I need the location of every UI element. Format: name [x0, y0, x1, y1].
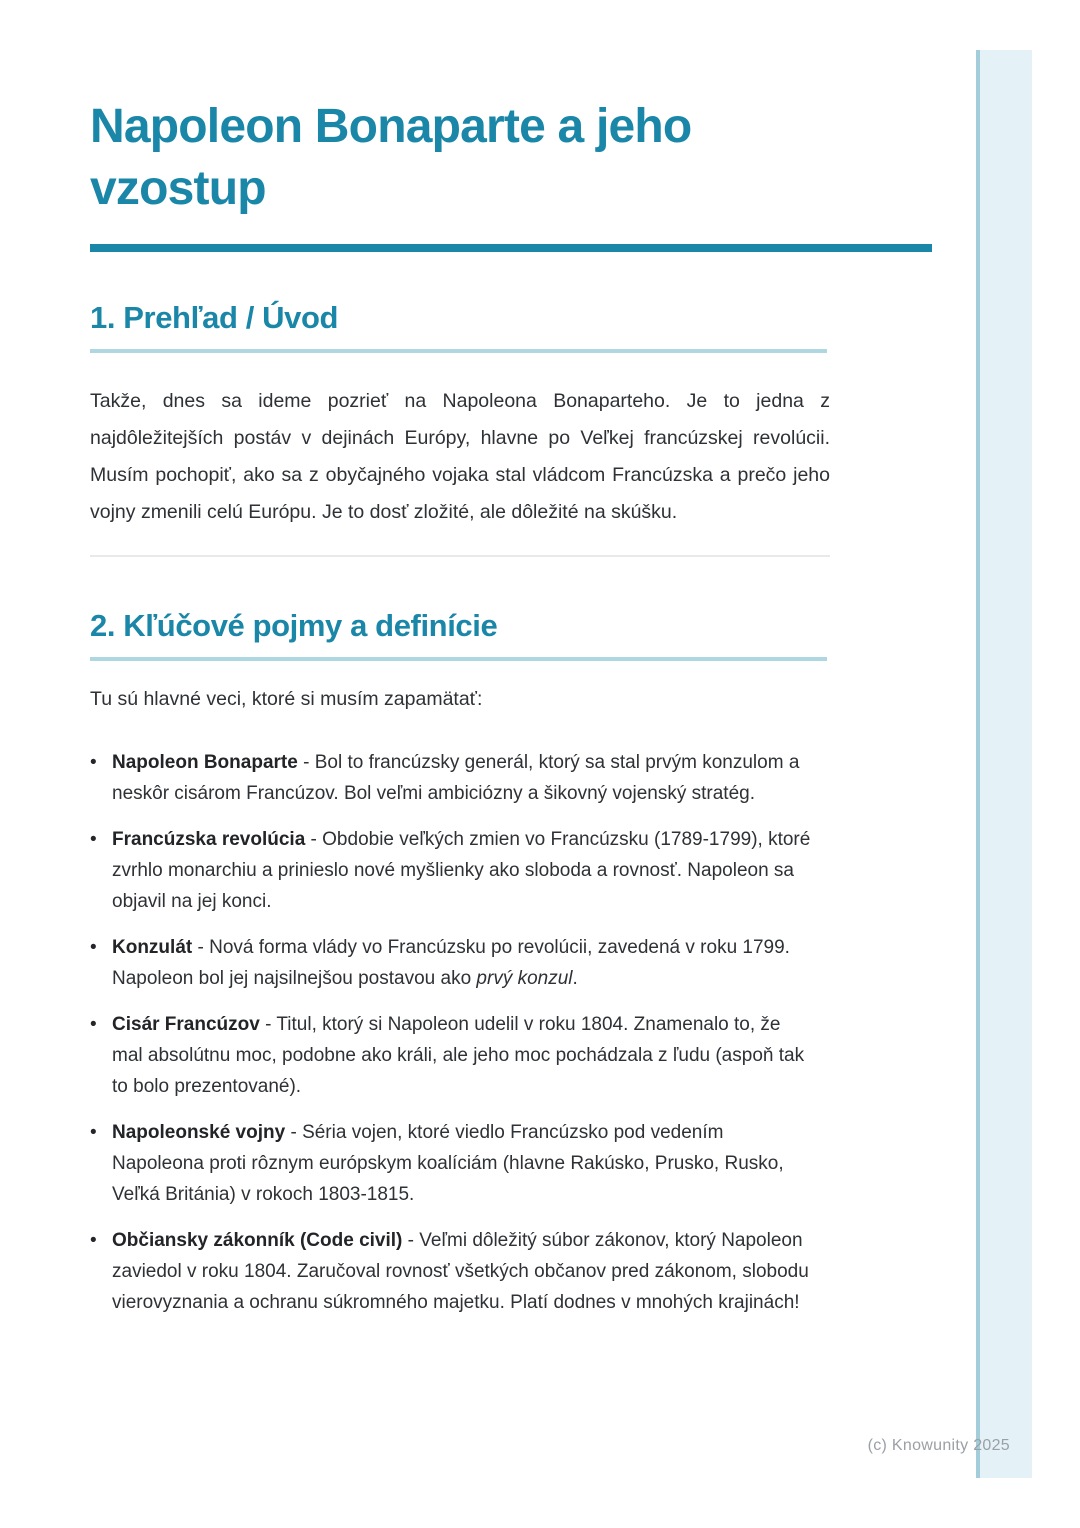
term-entry: [112, 747, 815, 809]
term-name: Konzulát: [112, 937, 193, 958]
bullet-icon: •: [90, 937, 97, 958]
bullet-icon: •: [90, 752, 97, 773]
term-entry: [112, 824, 815, 917]
term-name: Francúzska revolúcia: [112, 829, 306, 850]
bullet-icon: •: [90, 1122, 97, 1143]
list-item: [90, 1009, 830, 1102]
list-item: [90, 1117, 830, 1210]
section-divider: [90, 555, 830, 557]
bullet-icon: •: [90, 1230, 97, 1251]
term-separator: -: [297, 752, 315, 773]
term-definition: Obdobie veľkých zmien vo Francúzsku (1789-1799), ktoré zvrhlo monarchiu a prinieslo nové myšlienky ako sloboda a rovnosť. Napoleon sa objavil na jej konci.: [112, 829, 811, 912]
title-rule: [90, 244, 932, 252]
term-name: Cisár Francúzov: [112, 1014, 260, 1035]
document-content: [90, 0, 830, 1333]
heading-underline: [90, 349, 827, 353]
page-edge-stripe: [976, 50, 1032, 1478]
key-terms-intro: Tu sú hlavné veci, ktoré si musím zapamätať:: [90, 688, 483, 710]
term-name: Napoleon Bonaparte: [112, 752, 298, 773]
term-definition-italic: prvý konzul: [476, 968, 573, 989]
list-item: [90, 1225, 830, 1318]
term-name: Občiansky zákonník (Code civil): [112, 1230, 403, 1251]
term-entry: [112, 1009, 815, 1102]
bullet-icon: •: [90, 829, 97, 850]
list-item: [90, 824, 830, 917]
term-separator: -: [285, 1122, 303, 1143]
overview-paragraph: Takže, dnes sa ideme pozrieť na Napoleona Bonaparteho. Je to jedna z najdôležitejších postáv v dejinách Európy, hlavne po Veľkej francúzskej revolúcii. Musím pochopiť, ako sa z obyčajného vojaka stal vládcom Francúzska a prečo jeho vojny zmenili celú Európu. Je to dosť zložité, ale dôležité na skúšku.: [90, 390, 830, 523]
term-separator: -: [192, 937, 210, 958]
list-item: [90, 747, 830, 809]
section-overview-heading: 1. Prehľad / Úvod: [90, 300, 339, 335]
heading-underline: [90, 657, 827, 661]
term-definition: Veľmi dôležitý súbor zákonov, ktorý Napoleon zaviedol v roku 1804. Zaručoval rovnosť všetkých občanov pred zákonom, slobodu vierovyznania a ochranu súkromného majetku. Platí dodnes v mnohých krajinách!: [112, 1230, 809, 1313]
copyright-notice: (c) Knowunity 2025: [867, 1437, 1010, 1454]
term-definition: Bol to francúzsky generál, ktorý sa stal prvým konzulom a neskôr cisárom Francúzov. Bol veľmi ambiciózny a šikovný vojenský stratég.: [112, 752, 800, 804]
term-definition-end: .: [572, 968, 578, 989]
document-title: Napoleon Bonaparte a jeho vzostup: [90, 100, 692, 215]
term-entry: [112, 1225, 815, 1318]
term-definition: Séria vojen, ktoré viedlo Francúzsko pod vedením Napoleona proti rôznym európskym koalíciám (hlavne Rakúsko, Prusko, Rusko, Veľká Británia) v rokoch 1803-1815.: [112, 1122, 784, 1205]
term-entry: [112, 1117, 815, 1210]
section-overview: [90, 299, 830, 531]
term-separator: -: [402, 1230, 420, 1251]
bullet-icon: •: [90, 1014, 97, 1035]
term-separator: -: [259, 1014, 277, 1035]
key-terms-list: [90, 747, 830, 1318]
list-item: [90, 932, 830, 994]
term-definition: Nová forma vlády vo Francúzsku po revolúcii, zavedená v roku 1799. Napoleon bol jej najsilnejšou postavou ako: [112, 937, 790, 989]
term-definition: Titul, ktorý si Napoleon udelil v roku 1804. Znamenalo to, že mal absolútnu moc, podobne ako králi, ale jeho moc pochádzala z ľudu (aspoň tak to bolo prezentované).: [112, 1014, 805, 1097]
term-name: Napoleonské vojny: [112, 1122, 286, 1143]
section-key-terms: [90, 607, 830, 1318]
section-key-terms-heading: 2. Kľúčové pojmy a definície: [90, 608, 498, 643]
term-separator: -: [305, 829, 323, 850]
term-entry: [112, 932, 815, 994]
